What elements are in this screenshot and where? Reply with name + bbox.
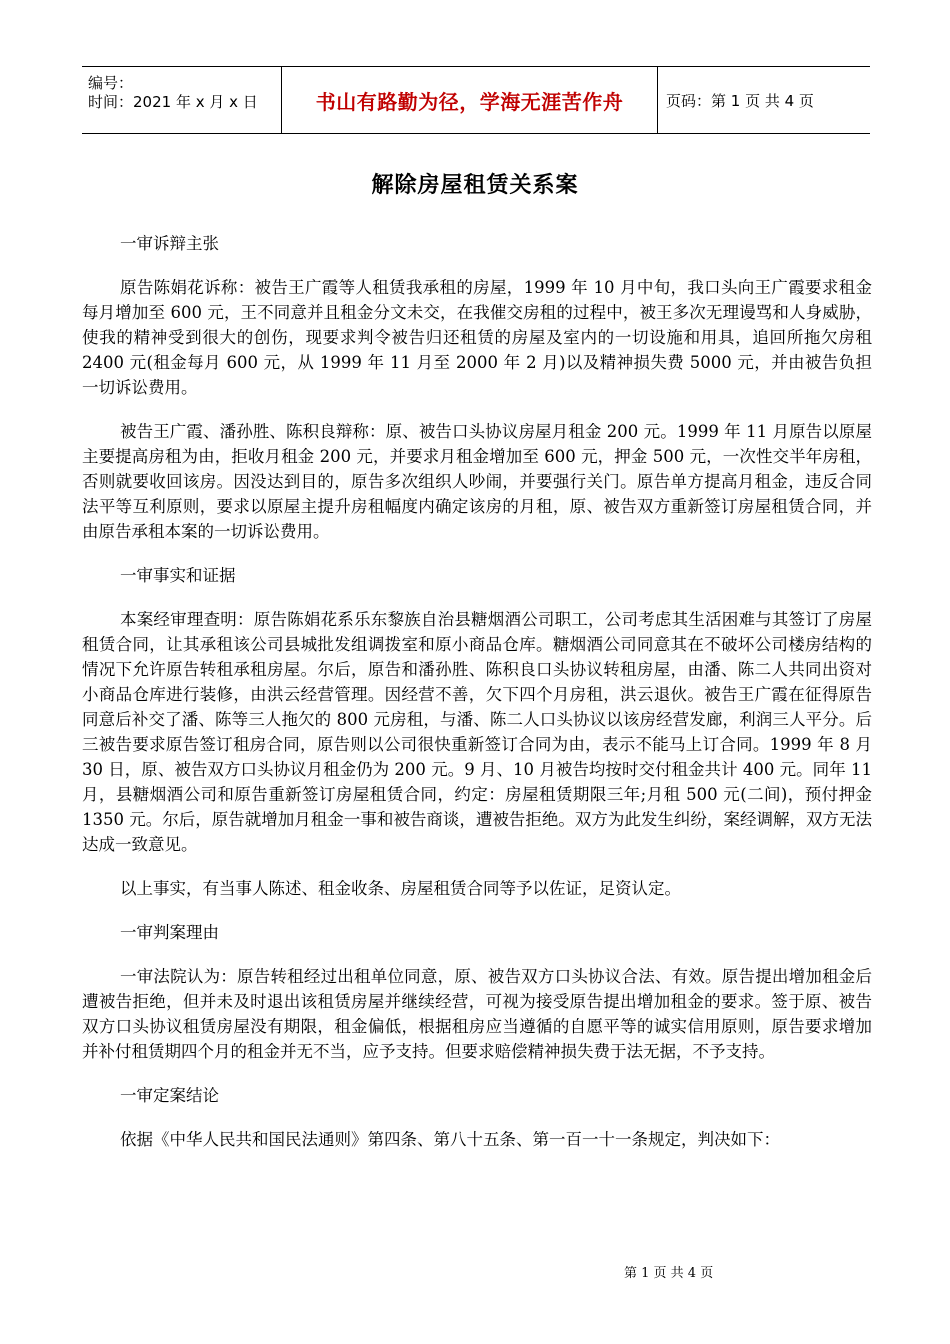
document-body: [82, 231, 872, 1171]
paragraph: 本案经审理查明：原告陈娟花系乐东黎族自治县糖烟酒公司职工，公司考虑其生活困难与其签订了房屋租赁合同，让其承租该公司县城批发组调拨室和原小商品仓库。糖烟酒公司同意其在不破坏公司楼房结构的情况下允许原告转租承租房屋。尔后，原告和潘孙胜、陈积良口头协议转租房屋，由潘、陈二人共同出资对小商品仓库进行装修，由洪云经营管理。因经营不善，欠下四个月房租，洪云退伙。被告王广霞在征得原告同意后补交了潘、陈等三人拖欠的 800 元房租，与潘、陈二人口头协议以该房经营发廊，利润三人平分。后三被告要求原告签订租房合同，原告则以公司很快重新签订合同为由，表示不能马上订合同。1999 年 8 月 30 日，原、被告双方口头协议月租金仍为 200 元。9 月、10 月被告均按时交付租金共计 400 元。同年 11 月，县糖烟酒公司和原告重新签订房屋租赁合同，约定：房屋租赁期限三年;月租 500 元(二间)，预付押金 1350 元。尔后，原告就增加月租金一事和被告商谈，遭被告拒绝。双方为此发生纠纷，案经调解，双方无法达成一致意见。: [82, 610, 872, 854]
page-title: 解除房屋租赁关系案: [371, 173, 579, 198]
document-date: 时间：2021 年 x 月 x 日: [88, 93, 258, 111]
document-number-label: 编号：: [88, 74, 134, 92]
page-footer: 第 1 页 共 4 页: [624, 1266, 714, 1281]
header-meta-cell: [82, 67, 282, 133]
section-heading: 一审事实和证据: [120, 566, 236, 585]
paragraph: 依据《中华人民共和国民法通则》第四条、第八十五条、第一百一十一条规定，判决如下：: [120, 1130, 780, 1149]
paragraph: 被告王广霞、潘孙胜、陈积良辩称：原、被告口头协议房屋月租金 200 元。1999 年 11 月原告以原屋主要提高房租为由，拒收月租金 200 元，并要求月租金增加至 600 元，押金 500 元，一次性交半年房租，否则就要收回该房。因没达到目的，原告多次组织人吵闹，并要强行关门。原告单方提高月租金，违反合同法平等互利原则，要求以原屋主提升房租幅度内确定该房的月租，原、被告双方重新签订房屋租赁合同，并由原告承租本案的一切诉讼费用。: [82, 422, 872, 541]
paragraph: 原告陈娟花诉称：被告王广霞等人租赁我承租的房屋，1999 年 10 月中旬，我口头向王广霞要求租金每月增加至 600 元，王不同意并且租金分文未交，在我催交房租的过程中，被王多次无理谩骂和人身威胁，使我的精神受到很大的创伤，现要求判令被告归还租赁的房屋及室内的一切设施和用具，追回所拖欠房租 2400 元(租金每月 600 元，从 1999 年 11 月至 2000 年 2 月)以及精神损失费 5000 元，并由被告负担一切诉讼费用。: [82, 278, 872, 397]
section-heading: 一审诉辩主张: [120, 234, 219, 253]
section-heading: 一审定案结论: [120, 1086, 219, 1105]
document-header: [82, 66, 870, 134]
paragraph: 一审法院认为：原告转租经过出租单位同意，原、被告双方口头协议合法、有效。原告提出增加租金后遭被告拒绝，但并未及时退出该租赁房屋并继续经营，可视为接受原告提出增加租金的要求。签于原、被告双方口头协议租赁房屋没有期限，租金偏低，根据租房应当遵循的自愿平等的诚实信用原则，原告要求增加并补付租赁期四个月的租金并无不当，应予支持。但要求赔偿精神损失费于法无据，不予支持。: [82, 967, 872, 1061]
paragraph: 以上事实，有当事人陈述、租金收条、房屋租赁合同等予以佐证，足资认定。: [120, 879, 681, 898]
header-motto: 书山有路勤为径，学海无涯苦作舟: [282, 67, 658, 133]
header-page-info: 页码：第 1 页 共 4 页: [666, 91, 814, 110]
section-heading: 一审判案理由: [120, 923, 219, 942]
